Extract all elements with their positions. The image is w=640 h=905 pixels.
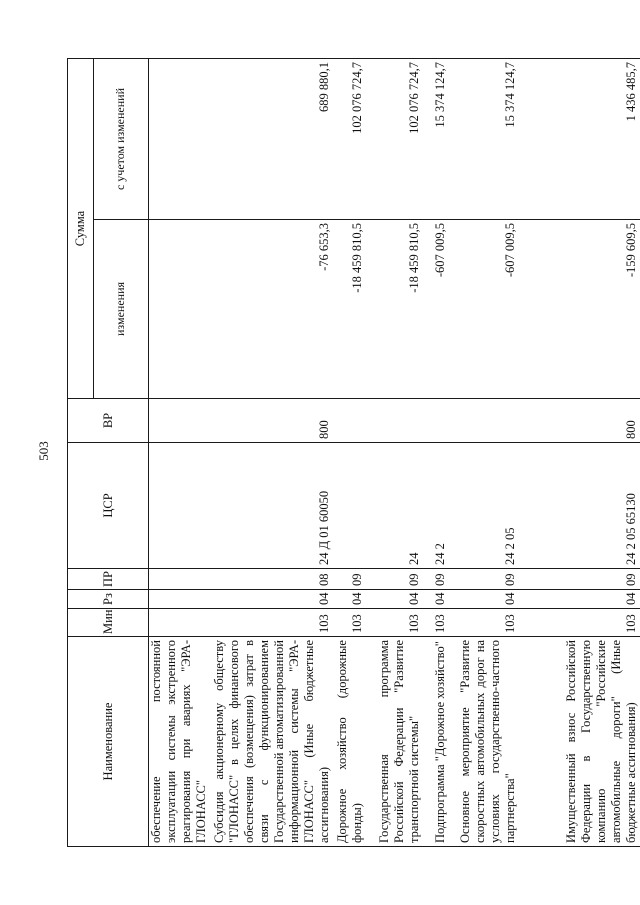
cell-total: 102 076 724,7 — [335, 59, 368, 220]
cell-csr: 24 2 05 65130 — [521, 443, 640, 569]
cell-name: Государственная программа Российской Федерации "Развитие транспортной системы" — [368, 637, 425, 847]
cell-total: 1 436 485,7 — [521, 59, 640, 220]
cell-min: 103 — [212, 609, 335, 637]
cell-csr — [335, 443, 368, 569]
cell-pr: 09 — [368, 569, 425, 590]
cell-pr — [149, 569, 213, 590]
cell-vr: 800 — [212, 399, 335, 443]
cell-name: обеспечение постоянной эксплуатации системы экстренного реагирования при авариях "ЭРА-ГЛОНАСС" — [149, 637, 213, 847]
cell-pr: 09 — [425, 569, 451, 590]
cell-change: -76 653,3 — [212, 220, 335, 399]
cell-name: Дорожное хозяйство (дорожные фонды) — [335, 637, 368, 847]
cell-vr — [425, 399, 451, 443]
cell-total — [149, 59, 213, 220]
table-row — [335, 59, 368, 847]
cell-pr: 08 — [212, 569, 335, 590]
cell-min: 103 — [521, 609, 640, 637]
cell-change: -607 009,5 — [451, 220, 521, 399]
page-number: 503 — [35, 441, 51, 461]
cell-min — [149, 609, 213, 637]
cell-name: Имущественный взнос Российской Федерации в Государственную компанию "Российские автомобильные дороги" (Иные бюджетные ассигнования) — [521, 637, 640, 847]
table-row — [368, 59, 425, 847]
cell-rz: 04 — [212, 590, 335, 609]
table-row — [212, 59, 335, 847]
header-csr: ЦСР — [68, 443, 149, 569]
cell-change: -18 459 810,5 — [368, 220, 425, 399]
cell-pr: 09 — [335, 569, 368, 590]
cell-name: Подпрограмма "Дорожное хозяйство" — [425, 637, 451, 847]
header-change: изменения — [94, 220, 149, 399]
cell-change: -607 009,5 — [425, 220, 451, 399]
cell-rz — [149, 590, 213, 609]
table-row — [521, 59, 640, 847]
cell-csr: 24 Д 01 60050 — [212, 443, 335, 569]
budget-table — [67, 58, 640, 847]
rotated-page — [67, 59, 638, 847]
header-with-changes: с учетом изменений — [94, 59, 149, 220]
cell-min: 103 — [451, 609, 521, 637]
table-row — [425, 59, 451, 847]
cell-name: Субсидия акционерному обществу "ГЛОНАСС" в целях финансового обеспечения (возмещения) затрат в связи с функционированием Государственной автоматизированной информационной системы "ЭРА-ГЛОНАСС" (Иные бюджетные ассигнования) — [212, 637, 335, 847]
table-row — [451, 59, 521, 847]
cell-change: -18 459 810,5 — [335, 220, 368, 399]
cell-min: 103 — [335, 609, 368, 637]
cell-vr — [149, 399, 213, 443]
cell-csr: 24 — [368, 443, 425, 569]
header-min: Мин — [68, 609, 149, 637]
header-vr: ВР — [68, 399, 149, 443]
cell-csr: 24 2 05 — [451, 443, 521, 569]
cell-vr — [335, 399, 368, 443]
cell-change: -159 609,5 — [521, 220, 640, 399]
cell-csr: 24 2 — [425, 443, 451, 569]
cell-vr — [451, 399, 521, 443]
header-sum: Сумма — [68, 59, 94, 399]
cell-rz: 04 — [335, 590, 368, 609]
cell-pr: 09 — [451, 569, 521, 590]
header-rz: Рз — [68, 590, 149, 609]
cell-total: 15 374 124,7 — [451, 59, 521, 220]
table-row — [149, 59, 213, 847]
cell-min: 103 — [425, 609, 451, 637]
cell-total: 689 880,1 — [212, 59, 335, 220]
cell-csr — [149, 443, 213, 569]
cell-change — [149, 220, 213, 399]
header-pr: ПР — [68, 569, 149, 590]
cell-name: Основное мероприятие "Развитие скоростных автомобильных дорог на условиях государственно-частного партнерства" — [451, 637, 521, 847]
header-name: Наименование — [68, 637, 149, 847]
cell-vr: 800 — [521, 399, 640, 443]
cell-rz: 04 — [451, 590, 521, 609]
cell-rz: 04 — [368, 590, 425, 609]
cell-pr: 09 — [521, 569, 640, 590]
cell-rz: 04 — [521, 590, 640, 609]
cell-total: 102 076 724,7 — [368, 59, 425, 220]
cell-rz: 04 — [425, 590, 451, 609]
cell-total: 15 374 124,7 — [425, 59, 451, 220]
cell-min: 103 — [368, 609, 425, 637]
cell-vr — [368, 399, 425, 443]
